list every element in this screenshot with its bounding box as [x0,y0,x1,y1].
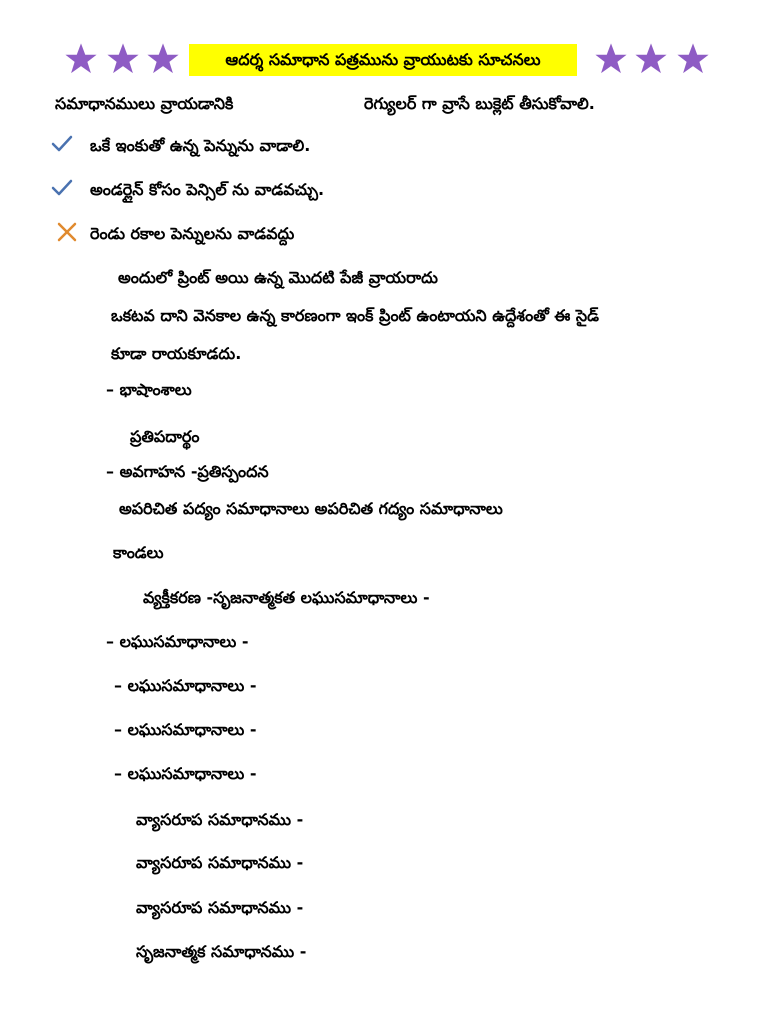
essay-answer-3: వ్యాసరూప సమాధానము - [136,898,304,917]
star-icon [676,42,710,76]
section-comprehension: – అవగాహన -ప్రతిస్పందన [106,462,269,481]
rule-no-two-pens: రెండు రకాల పెన్నులను వాడవద్దు [90,224,295,243]
rule-single-ink: ఒకే ఇంకుతో ఉన్న పెన్నును వాడాలి. [90,136,311,155]
section-comprehension-sub: అపరిచిత పద్యం సమాధానాలు అపరిచిత గద్యం సమాధానాలు [119,499,503,518]
rule-pencil-underline: అండర్లైన్ కోసం పెన్సిల్ ను వాడవచ్చు. [90,180,325,199]
star-icon [106,42,140,76]
section-expression: వ్యక్తీకరణ -సృజనాత్మకత లఘుసమాధానాలు - [143,588,430,607]
essay-answer-1: వ్యాసరూప సమాధానము - [136,810,304,829]
short-answer-3: – లఘుసమాధానాలు - [114,720,257,739]
star-icon [594,42,628,76]
intro-left-text: సమాధానములు వ్రాయడానికి [55,94,234,113]
page-title: ఆదర్శ సమాధాన పత్రమును వ్రాయుటకు సూచనలు [189,44,577,76]
section-grammar: – భాషాంశాలు [106,380,192,399]
short-answer-4: – లఘుసమాధానాలు - [114,764,257,783]
intro-right-text: రెగ్యులర్ గా వ్రాసే బుక్లెట్ తీసుకోవాలి. [364,94,595,113]
essay-answer-2: వ్యాసరూప సమాధానము - [136,853,304,872]
section-grammar-sub: ప్రతిపదార్థం [130,427,200,446]
title-row [0,40,768,80]
short-answer-1: – లఘుసమాధానాలు - [106,632,249,651]
star-icon [634,42,668,76]
star-icon [146,42,180,76]
cross-icon [56,221,78,243]
creative-answer: సృజనాత్మక సమాధానము - [136,942,307,961]
rule-back-side: ఒకటవ దాని వెనకాల ఉన్న కారణంగా ఇంక్ ప్రింట్ ఉంటాయని ఉద్దేశంతో ఈ సైడ్ [111,306,599,325]
rule-back-side-cont: కూడా రాయకూడదు. [111,344,242,363]
section-cantos: కాండలు [113,543,164,562]
star-icon [64,42,98,76]
check-icon [51,177,73,199]
short-answer-2: – లఘుసమాధానాలు - [114,676,257,695]
rule-first-page: అందులో ప్రింట్ అయి ఉన్న మొదటి పేజీ వ్రాయరాదు [118,268,438,287]
check-icon [51,133,73,155]
